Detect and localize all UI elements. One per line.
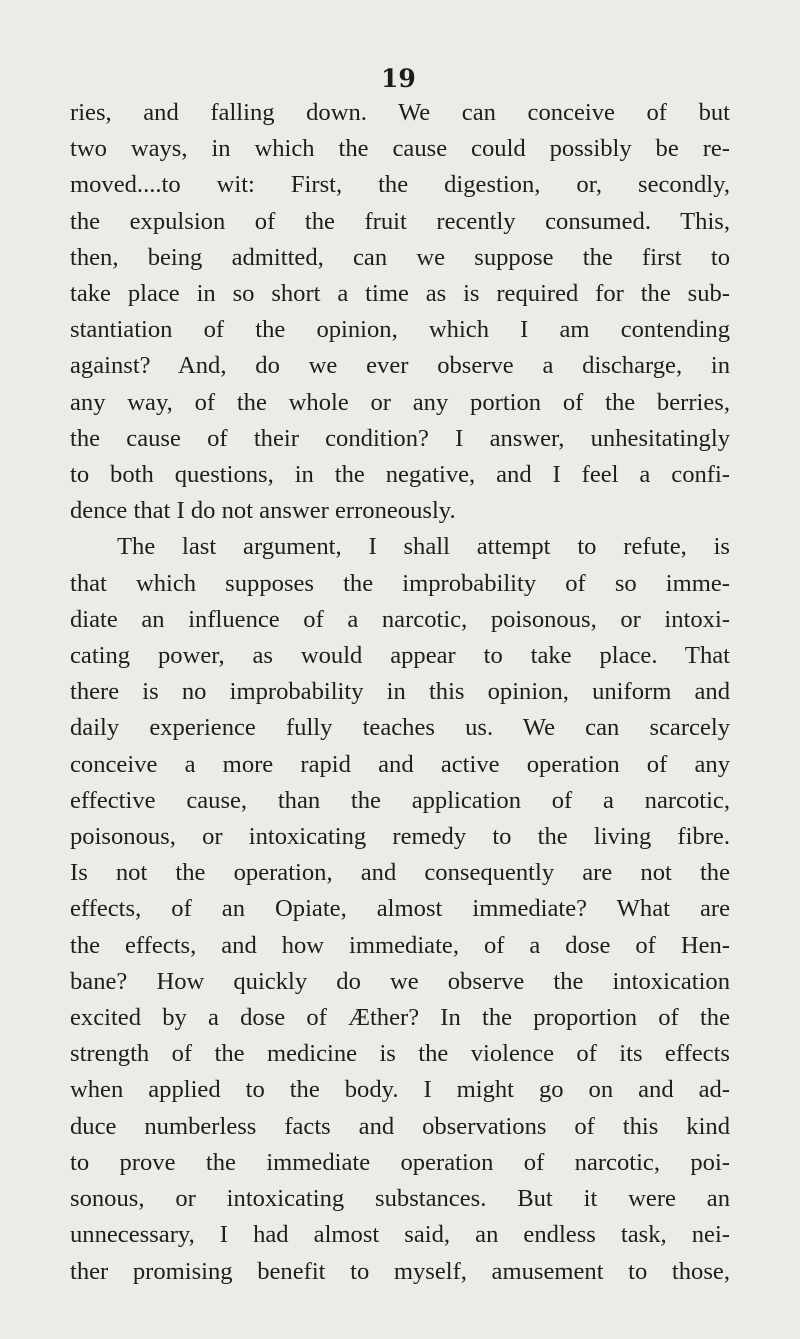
text-line: that which supposes the improbability of so imme- [70,569,730,597]
text-line: effective cause, than the application of a narcotic, [70,786,730,814]
text-line: the effects, and how immediate, of a dose of Hen- [70,931,730,959]
text-line: conceive a more rapid and active operation of any [70,750,730,778]
text-line: effects, of an Opiate, almost immediate? What are [70,895,730,923]
text-line: dence that I do not answer erroneously. [70,497,456,525]
text-line: cating power, as would appear to take place. That [70,642,730,670]
text-line: the expulsion of the fruit recently consumed. This, [70,207,730,235]
text-line: daily experience fully teaches us. We can scarcely [70,714,730,742]
text-line: Is not the operation, and consequently are not the [70,859,730,887]
text-line: the cause of their condition? I answer, unhesitatingly [70,424,730,452]
text-line: duce numberless facts and observations of this kind [70,1112,730,1140]
text-line: diate an influence of a narcotic, poisonous, or intoxi- [70,605,730,633]
page-number: 19 [381,64,416,93]
text-line: take place in so short a time as is required for the sub- [70,280,730,308]
text-line: The last argument, I shall attempt to refute, is [117,533,730,561]
text-line: poisonous, or intoxicating remedy to the living fibre. [70,823,730,851]
text-line: when applied to the body. I might go on and ad- [70,1076,730,1104]
text-line: excited by a dose of Æther? In the proportion of the [70,1004,730,1032]
text-line: there is no improbability in this opinion, uniform and [70,678,730,706]
text-line: unnecessary, I had almost said, an endless task, nei- [70,1221,730,1249]
text-line: ther promising benefit to myself, amusement to those, [70,1257,730,1285]
body-text [70,95,730,1290]
text-line: any way, of the whole or any portion of the berries, [70,388,730,416]
text-line: to prove the immediate operation of narcotic, poi- [70,1148,730,1176]
text-line: against? And, do we ever observe a discharge, in [70,352,730,380]
text-line: to both questions, in the negative, and I feel a confi- [70,461,730,489]
text-line: then, being admitted, can we suppose the first to [70,243,730,271]
text-line: bane? How quickly do we observe the intoxication [70,967,730,995]
text-line: stantiation of the opinion, which I am contending [70,316,730,344]
text-line: strength of the medicine is the violence of its effects [70,1040,730,1068]
text-line: ries, and falling down. We can conceive of but [70,99,730,126]
text-line: moved....to wit: First, the digestion, or, secondly, [70,171,730,199]
text-line: two ways, in which the cause could possibly be re- [70,135,730,163]
text-line: sonous, or intoxicating substances. But it were an [70,1185,730,1213]
